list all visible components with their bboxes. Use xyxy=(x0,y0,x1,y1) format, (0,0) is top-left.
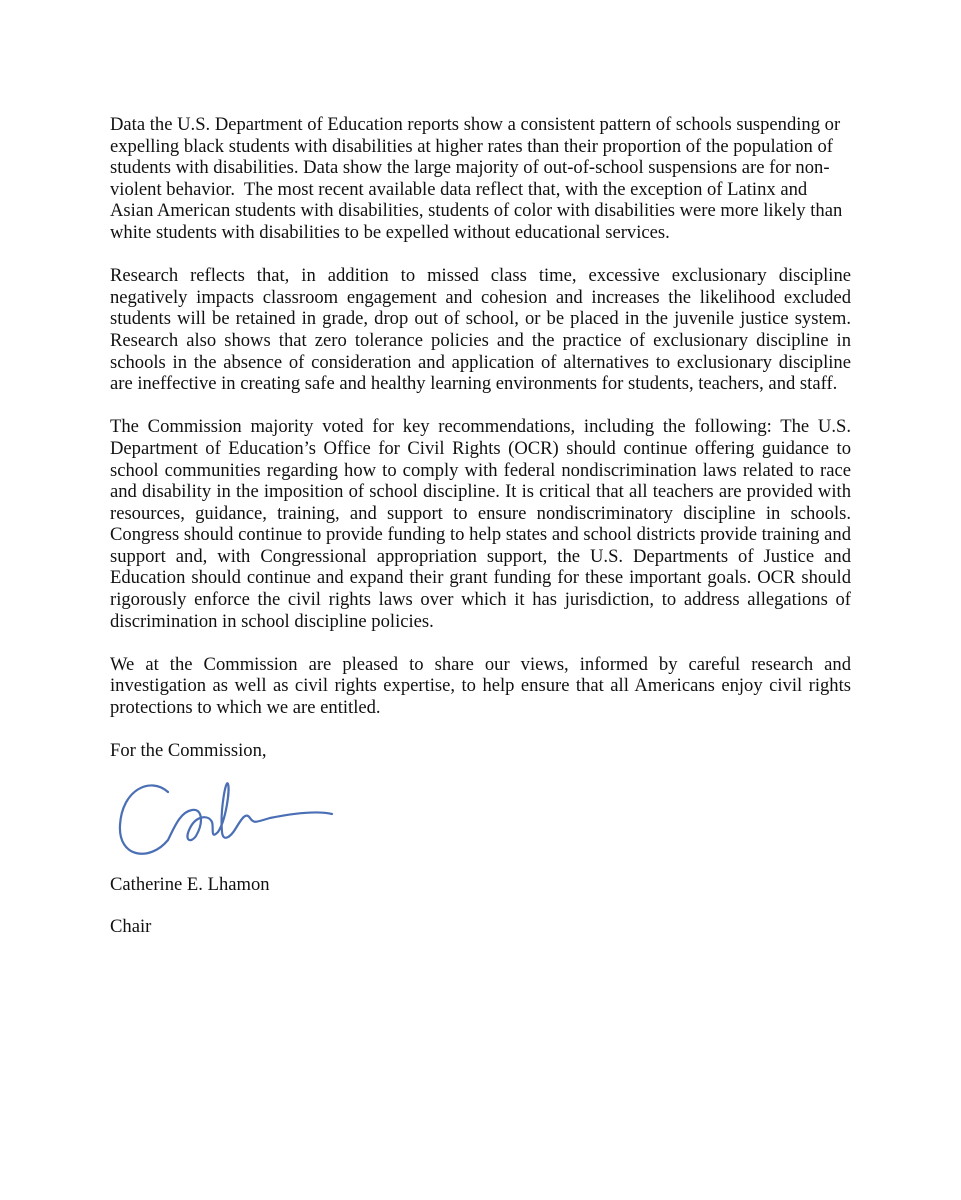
paragraph-commission-views: We at the Commission are pleased to share our views, informed by careful research and investigation as well as civil rights expertise, to help ensure that all Americans enjoy civil rights protections to which we are entitled. xyxy=(110,653,856,719)
signer-title: Chair xyxy=(110,916,152,938)
signature-stroke xyxy=(120,783,332,853)
paragraph-research: Research reflects that, in addition to missed class time, excessive exclusionary discipline negatively impacts classroom engagement and cohesion and increases the likelihood excluded students will be retained in grade, drop out of school, or be placed in the juvenile justice system. Research also shows that zero tolerance policies and the practice of exclusionary discipline in schools in the absence of consideration and application of alternatives to exclusionary discipline are ineffective in creating safe and healthy learning environments for students, teachers, and staff. xyxy=(110,265,856,395)
signature-image xyxy=(110,770,350,870)
signer-name: Catherine E. Lhamon xyxy=(110,873,270,895)
closing-line: For the Commission, xyxy=(110,740,267,762)
letter-body xyxy=(110,114,861,938)
paragraph-recommendations: The Commission majority voted for key recommendations, including the following: The U.S. Department of Education’s Office for Civil Rights (OCR) should continue offering guidance to school communities regarding how to comply with federal nondiscrimination laws related to race and disability in the imposition of school discipline. It is critical that all teachers are provided with resources, guidance, training, and support to ensure nondiscriminatory discipline in schools. Congress should continue to provide funding to help states and school districts provide training and support and, with Congressional appropriation support, the U.S. Departments of Justice and Education should continue and expand their grant funding for these important goals. OCR should rigorously enforce the civil rights laws over which it has jurisdiction, to address allegations of discrimination in school discipline policies. xyxy=(110,416,861,632)
paragraph-discipline-data: Data the U.S. Department of Education reports show a consistent pattern of schools suspending or expelling black students with disabilities at higher rates than their proportion of the population of students with disabilities. Data show the large majority of out-of-school suspensions are for non-violent behavior. The most recent available data reflect that, with the exception of Latinx and Asian American students with disabilities, students of color with disabilities were more likely than white students with disabilities to be expelled without educational services. xyxy=(110,114,847,243)
